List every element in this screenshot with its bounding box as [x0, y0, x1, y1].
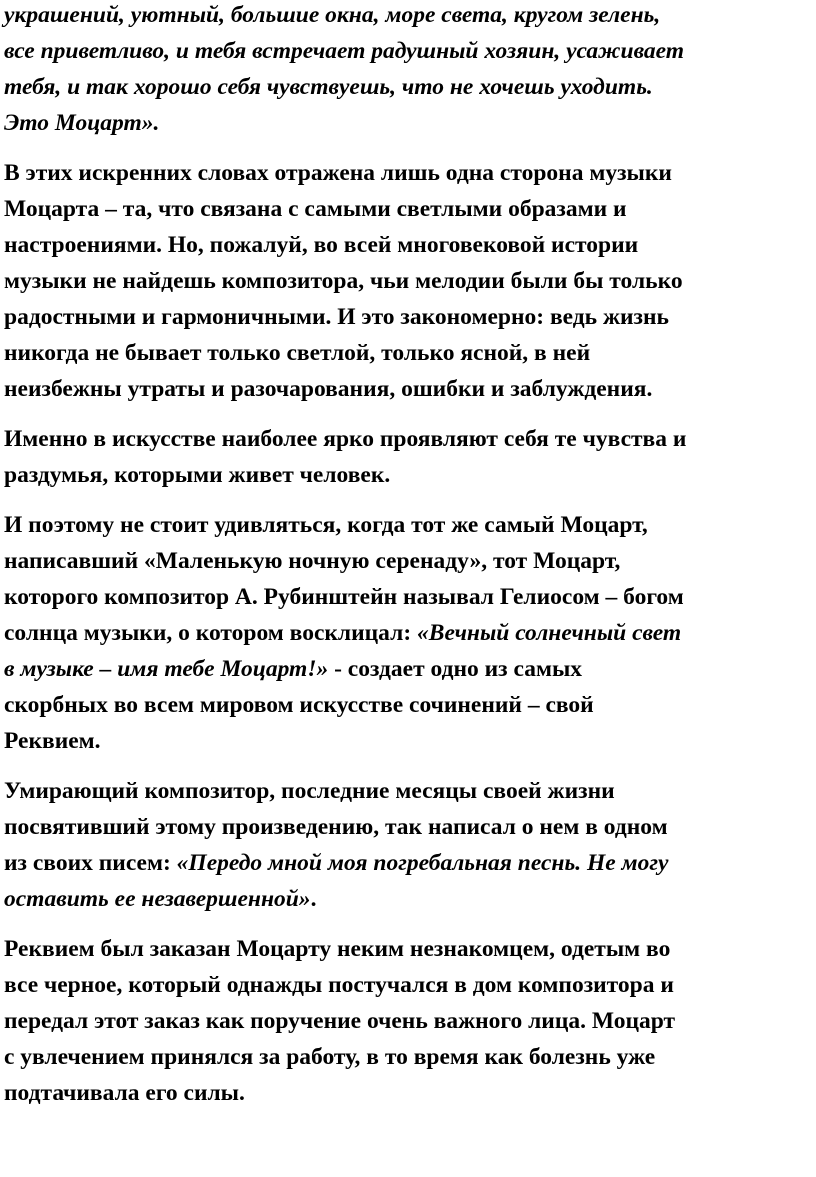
text-line: Реквием был заказан Моцарту неким незнакомцем, одетым во [4, 936, 671, 962]
text-line: - создает одно из самых [328, 656, 583, 682]
text-line: тебя, и так хорошо себя чувствуешь, что не хочешь уходить. [4, 74, 653, 100]
paragraph-mozart-light-side [4, 155, 810, 407]
text-line: подтачивала его силы. [4, 1080, 245, 1106]
text-line: из своих писем: [4, 850, 177, 876]
paragraph-art-feelings [4, 421, 810, 493]
text-line: все приветливо, и тебя встречает радушный хозяин, усаживает [4, 38, 685, 64]
text-line: раздумья, которыми живет человек. [4, 462, 391, 488]
text-line: никогда не бывает только светлой, только ясной, в ней [4, 340, 591, 366]
paragraph-requiem-intro [4, 507, 810, 759]
text-line: Моцарта – та, что связана с самыми светлыми образами и [4, 196, 627, 222]
text-line: посвятивший этому произведению, так написал о нем в одном [4, 814, 668, 840]
paragraph-dying-composer [4, 773, 810, 917]
text-line: скорбных во всем мировом искусстве сочинений – свой [4, 692, 594, 718]
text-line: написавший «Маленькую ночную серенаду», тот Моцарт, [4, 548, 621, 574]
text-line: которого композитор А. Рубинштейн называл Гелиосом – богом [4, 584, 684, 610]
paragraph-requiem-commission [4, 931, 810, 1111]
text-line: неизбежны утраты и разочарования, ошибки и заблуждения. [4, 376, 653, 402]
text-line: все черное, который однажды постучался в дом композитора и [4, 972, 674, 998]
text-line: Это Моцарт». [4, 110, 160, 136]
quote-text: «Передо мной моя погребальная песнь. Не могу [176, 850, 669, 876]
text-line: Именно в искусстве наиболее ярко проявляют себя те чувства и [4, 426, 687, 452]
text-line: передал этот заказ как поручение очень важного лица. Моцарт [4, 1008, 676, 1034]
paragraph-quote-ending [4, 0, 810, 141]
text-line: солнца музыки, о котором восклицал: [4, 620, 418, 646]
text-line: Умирающий композитор, последние месяцы своей жизни [4, 778, 615, 804]
quote-text: «Вечный солнечный свет [417, 620, 682, 646]
text-line: с увлечением принялся за работу, в то время как болезнь уже [4, 1044, 656, 1070]
text-line: И поэтому не стоит удивляться, когда тот же самый Моцарт, [4, 512, 648, 538]
text-line: украшений, уютный, большие окна, море света, кругом зелень, [4, 2, 661, 28]
text-line: настроениями. Но, пожалуй, во всей многовековой истории [4, 232, 639, 258]
text-line: радостными и гармоничными. И это закономерно: ведь жизнь [4, 304, 669, 330]
quote-text: в музыке – имя тебе Моцарт!» [4, 656, 329, 682]
text-line: Реквием. [4, 728, 101, 754]
quote-text: оставить ее незавершенной» [4, 886, 311, 912]
text-line: музыки не найдешь композитора, чьи мелодии были бы только [4, 268, 683, 294]
text-line: . [310, 886, 317, 912]
text-line: В этих искренних словах отражена лишь одна сторона музыки [4, 160, 672, 186]
